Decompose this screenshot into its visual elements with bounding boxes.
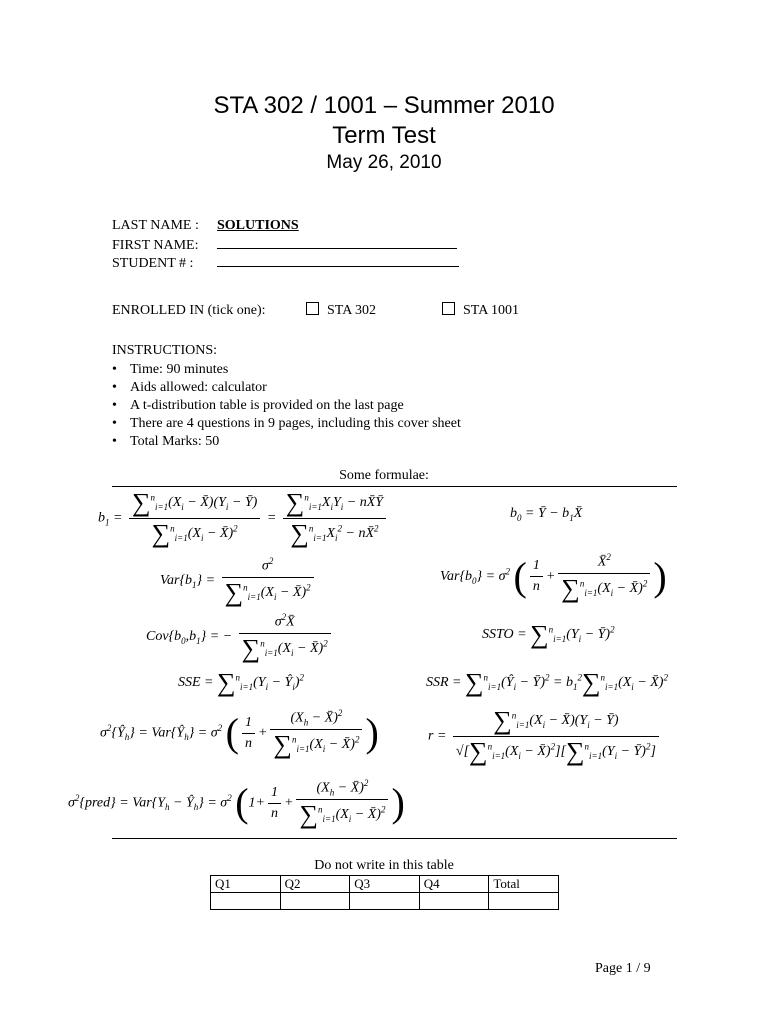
header-q1: Q1 [211, 876, 281, 893]
formula-var-b1: $Var\{b_1\}$ = $\frac{\sigma^2}{\sum^n_{i=1}(X_i - X̄)^2}$ [160, 556, 317, 606]
formula-ssto: SSTO = $\sum^n_{i=1}(Y_i$ − Ȳ)$^2$ [482, 620, 615, 649]
enrolled-option-sta1001[interactable] [442, 303, 519, 319]
formulae-bottom-rule [112, 838, 677, 839]
formula-var-pred: $\sigma^2\{pred\} = Var\{Y_h$ − $Ŷ_h\} = \sigma^2$ (1+ $\frac{1}{n}$ + $\frac{(X_h - X̄)^2}{\sum^n_{i=1}(X_i - X̄)^2}$ ) [68, 778, 405, 830]
instruction-item: • Total Marks: 50 [112, 433, 672, 451]
formula-sse: SSE = $\sum^n_{i=1}(Y_i$ − $Ŷ_i)^2$ [178, 668, 305, 697]
instruction-item: • Aids allowed: calculator [112, 379, 672, 397]
enrolled-option-sta302[interactable] [306, 303, 376, 319]
first-name-label: FIRST NAME: [112, 238, 199, 253]
instruction-item: • Time: 90 minutes [112, 361, 672, 379]
formula-cov-b0-b1: $Cov\{b_0,b_1\}$ = − $\frac{\sigma^2X̄}{\sum^n_{i=1}(X_i - X̄)^2}$ [146, 612, 334, 662]
instructions-heading: INSTRUCTIONS: [112, 343, 218, 358]
table-score-row [211, 893, 559, 910]
formula-r: r = $\frac{\sum^n_{i=1}(X_i - X̄)(Y_i - Ȳ)}{√[\sum^n_{i=1}(X_i - X̄)^2][\sum^n_{i=1}(Y_i - Ȳ)^2]}$ [428, 708, 662, 765]
student-number-label: STUDENT # : [112, 256, 194, 271]
formula-var-yhat-h: $\sigma^2\{Ŷ_h\}$ = $Var\{Ŷ_h\} = \sigma^2$ ( $\frac{1}{n}$ + $\frac{(X_h - X̄)^2}{\sum^n_{i=1}(X_i - X̄)^2}$ ) [100, 708, 379, 760]
formula-ssr: SSR = $\sum^n_{i=1}(Ŷ_i$ − Ȳ)$^2$ = $b_1^2\sum^n_{i=1}(X_i$ − X̄)$^2$ [426, 668, 668, 697]
score-cell-q4[interactable] [419, 893, 489, 910]
score-cell-q2[interactable] [280, 893, 350, 910]
header-total: Total [489, 876, 559, 893]
marks-table [210, 875, 559, 910]
checkbox-sta302[interactable] [306, 302, 319, 315]
test-title: Term Test [332, 122, 436, 149]
last-name-label: LAST NAME : [112, 218, 199, 233]
formula-b0: $b_0$ = Ȳ − $b_1X̄$ [510, 506, 583, 523]
course-title: STA 302 / 1001 – Summer 2010 [213, 92, 555, 119]
last-name-row [112, 218, 299, 234]
score-cell-q1[interactable] [211, 893, 281, 910]
table-header-row [211, 876, 559, 893]
instructions-list [112, 361, 672, 451]
table-caption: Do not write in this table [314, 858, 454, 873]
page-number: Page 1 / 9 [595, 961, 651, 976]
option-sta302-label: STA 302 [327, 303, 377, 318]
student-number-field[interactable] [217, 254, 459, 267]
first-name-row [112, 236, 457, 254]
enrolled-label: ENROLLED IN (tick one): [112, 303, 266, 318]
formula-var-b0: $Var\{b_0\} = \sigma^2$ ( $\frac{1}{n}$ + $\frac{X̄^2}{\sum^n_{i=1}(X_i - X̄)^2}$ ) [440, 552, 667, 603]
student-number-row [112, 254, 459, 272]
score-cell-q3[interactable] [350, 893, 420, 910]
formula-b1: $b_1$ = $\frac{\sum^n_{i=1}(X_i - X̄)(Y_i - Ȳ)}{\sum^n_{i=1}(X_i - X̄)^2}$ = $\frac{\sum^n_{i=1}X_iY_i - nX̄Ȳ}{\sum^n_{i=1}X_i^2 - nX̄^2}$ [98, 490, 389, 547]
header-q4: Q4 [419, 876, 489, 893]
last-name-value: SOLUTIONS [217, 218, 299, 233]
test-date: May 26, 2010 [326, 152, 442, 173]
header-q3: Q3 [350, 876, 420, 893]
first-name-field[interactable] [217, 236, 457, 249]
formulae-heading: Some formulae: [339, 468, 429, 483]
formulae-top-rule [112, 486, 677, 487]
score-cell-total[interactable] [489, 893, 559, 910]
instruction-item: • There are 4 questions in 9 pages, including this cover sheet [112, 415, 672, 433]
checkbox-sta1001[interactable] [442, 302, 455, 315]
option-sta1001-label: STA 1001 [463, 303, 520, 318]
instruction-item: • A t-distribution table is provided on the last page [112, 397, 672, 415]
header-q2: Q2 [280, 876, 350, 893]
